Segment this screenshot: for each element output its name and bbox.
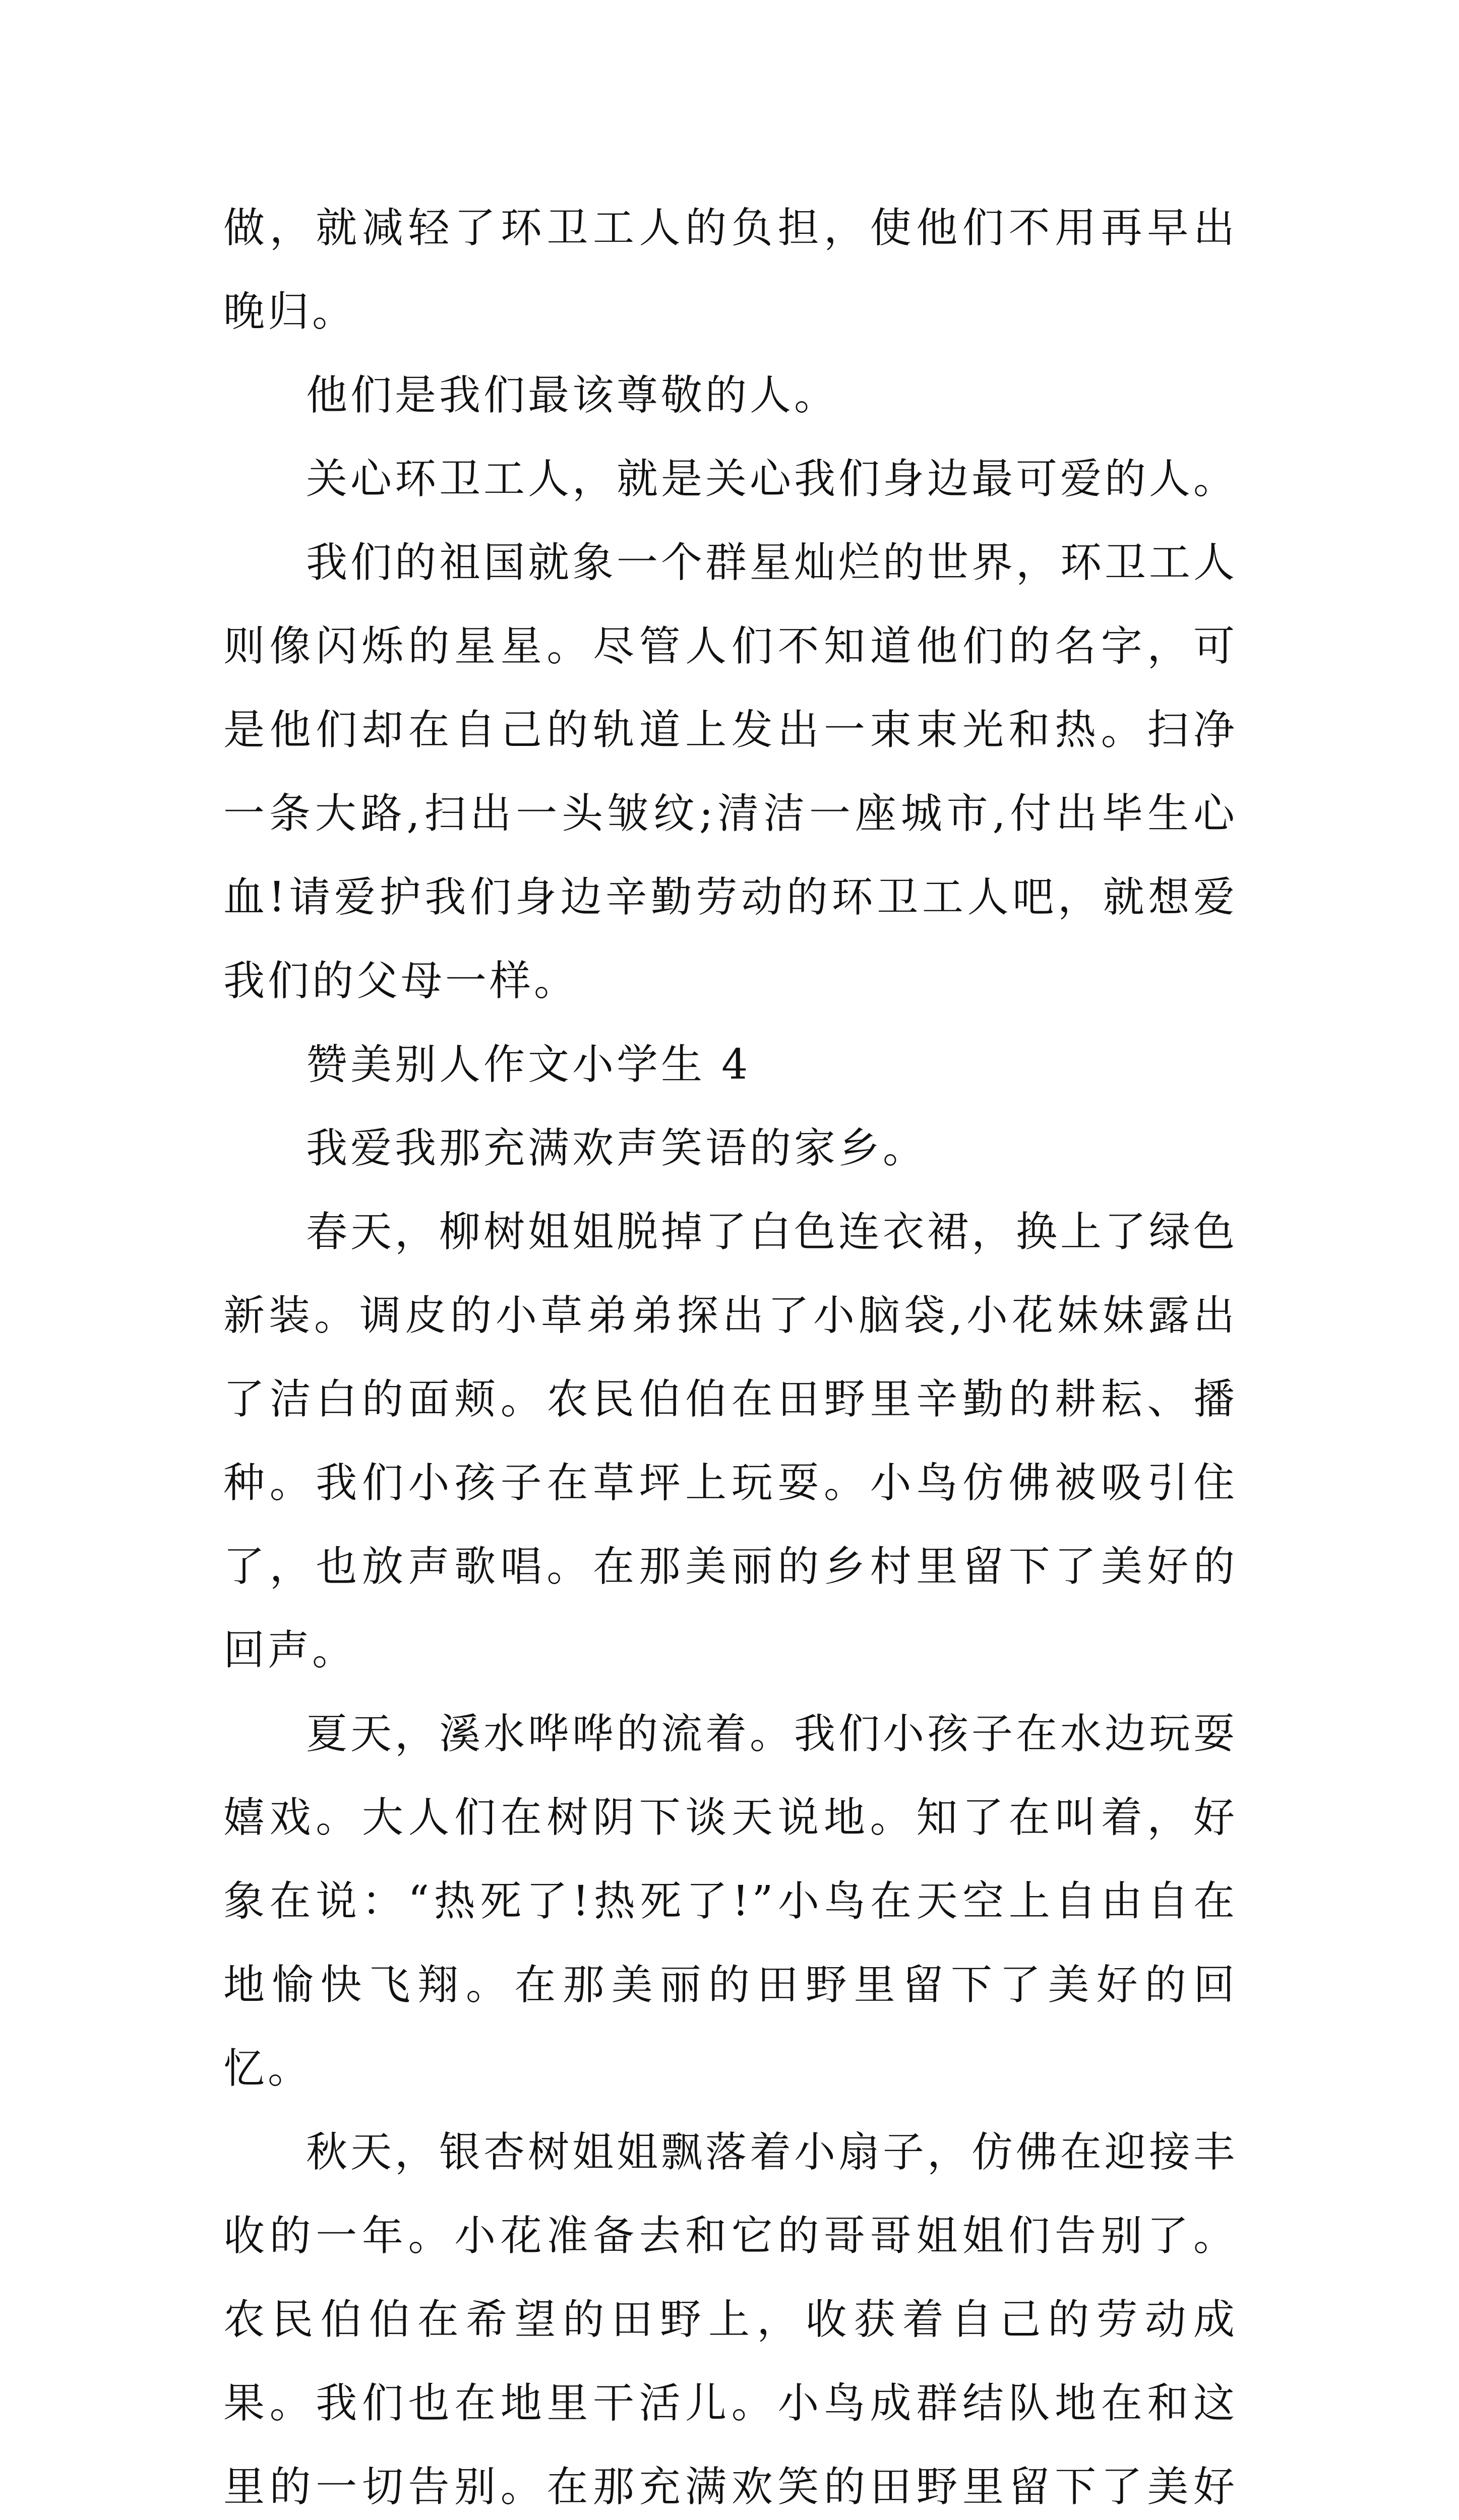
paragraph: 做，就减轻了环卫工人的负担，使他们不用再早出晚归。 — [223, 204, 1238, 336]
paragraph: 夏天，溪水哗哗的流着。我们小孩子在水边玩耍嬉戏。大人们在树阴下谈天说地。知了在叫着，好象在说：“热死了!热死了!”小鸟在天空上自由自在地愉快飞翔。在那美丽的田野里留下了美好的回忆。 — [223, 1710, 1238, 2093]
paragraph: 他们是我们最该尊敬的人。 — [306, 371, 839, 419]
paragraph: 我们的祖国就象一个群星灿烂的世界，环卫工人则像闪烁的星星。尽管人们不知道他们的名字，可是他们却在自己的轨道上发出一束束光和热。扫净一条大路,扫出一头皱纹;清洁一座城市,付出毕生心血!请爱护我们身边辛勤劳动的环卫工人吧，就想爱我们的父母一样。 — [223, 539, 1238, 1005]
paragraph: 春天，柳树姐姐脱掉了白色连衣裙，换上了绿色新装。调皮的小草弟弟探出了小脑袋,小花妹妹露出了洁白的面颊。农民伯伯在田野里辛勤的耕耘、播种。我们小孩子在草坪上玩耍。小鸟仿佛被吸引住了，也放声歌唱。在那美丽的乡村里留下了美好的回声。 — [223, 1208, 1238, 1674]
paragraph: 关心环卫工人，就是关心我们身边最可爱的人。 — [306, 455, 1238, 503]
document-body — [223, 186, 1238, 2520]
section-heading: 赞美别人作文小学生 4 — [306, 1041, 751, 1089]
paragraph: 我爱我那充满欢声笑语的家乡。 — [306, 1124, 928, 1172]
paragraph: 秋天，银杏树姐姐飘落着小扇子，仿佛在迎接丰收的一年。小花准备去和它的哥哥姐姐们告别了。农民伯伯在希望的田野上，收获着自己的劳动成果。我们也在地里干活儿。小鸟成群结队地在和这里的一切告别。在那充满欢笑的田野里留下了美好 — [223, 2128, 1238, 2511]
